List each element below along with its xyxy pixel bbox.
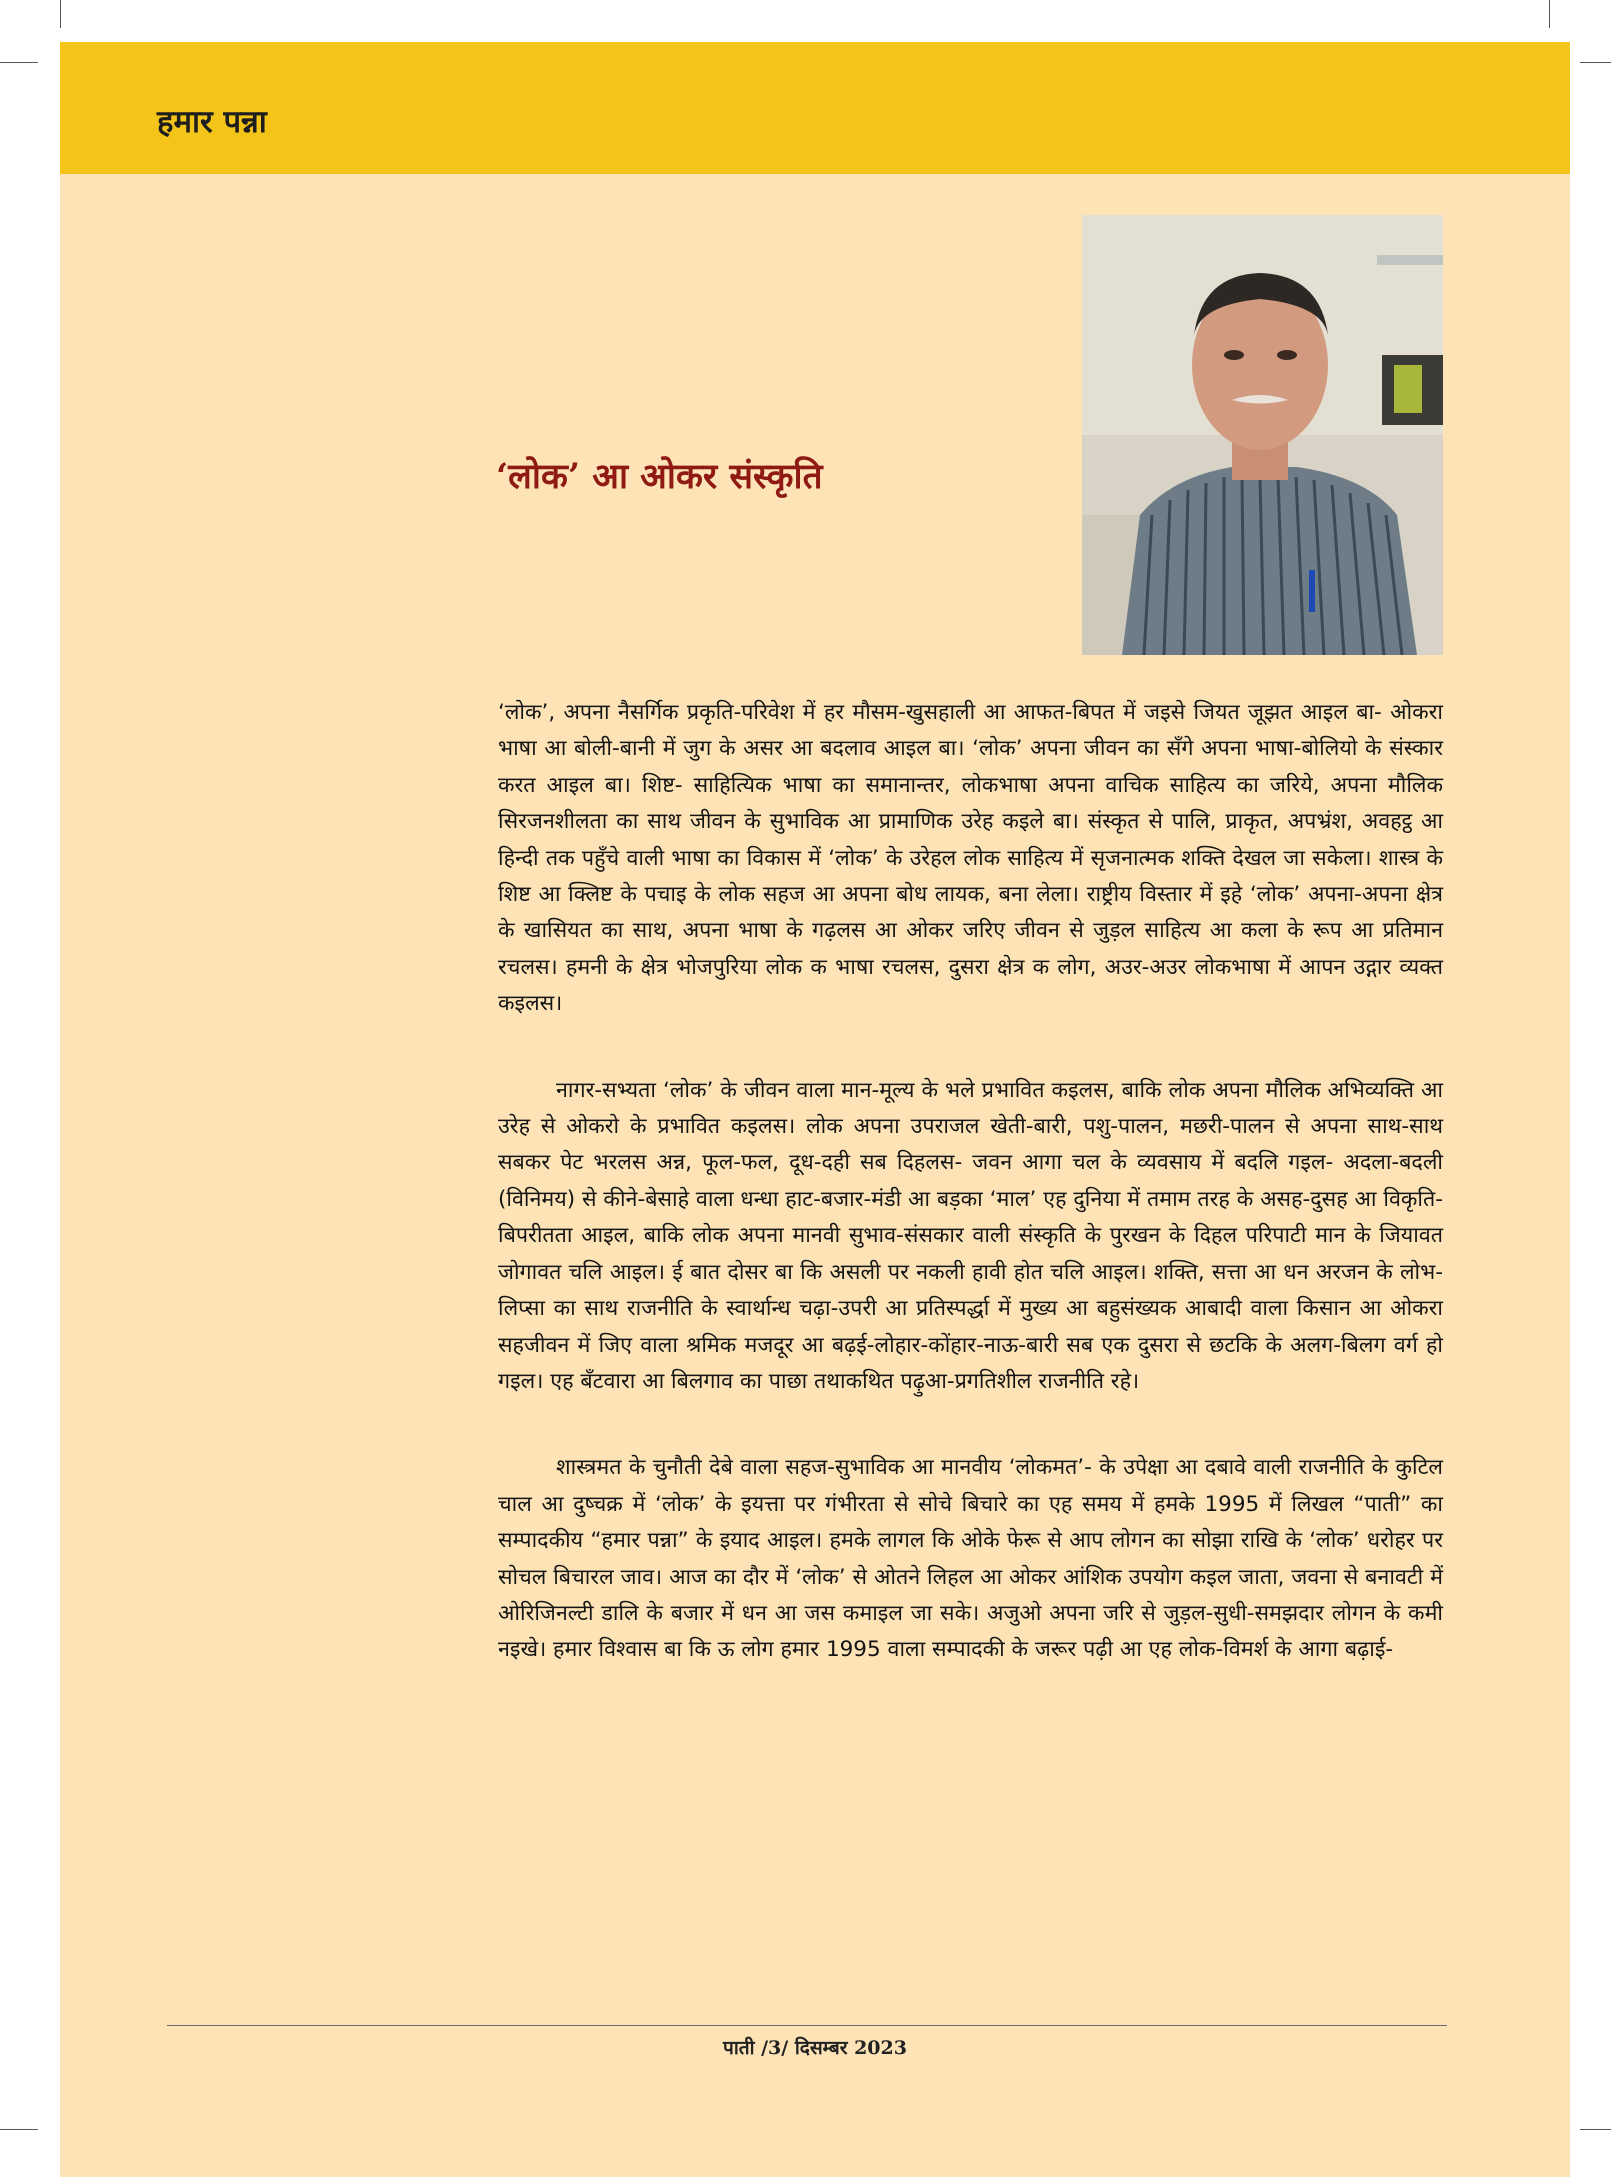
article-title: ‘लोक’ आ ओकर संस्कृति — [496, 456, 823, 497]
header-band — [60, 42, 1570, 174]
crop-mark — [1580, 2129, 1611, 2130]
crop-mark — [0, 2129, 38, 2130]
magazine-page — [60, 42, 1570, 2177]
crop-mark — [60, 0, 61, 28]
crop-mark — [1580, 62, 1611, 63]
footer-divider — [167, 2025, 1447, 2026]
article-body — [498, 695, 1443, 1719]
portrait-image — [1082, 215, 1443, 655]
paragraph: शास्त्रमत के चुनौती देबे वाला सहज-सुभाविक आ मानवीय ‘लोकमत’- के उपेक्षा आ दबावे वाली राजनीति के कुटिल चाल आ दुष्चक्र में ‘लोक’ के इयत्ता पर गंभीरता से सोचे बिचारे का एह समय में हमके 1995 में लिखल “पाती” का सम्पादकीय “हमार पन्ना” के इयाद आइल। हमके लागल कि ओके फेरू से आप लोगन का सोझा राखि के ‘लोक’ धरोहर पर सोचल बिचारल जाव। आज का दौर में ‘लोक’ से ओतने लिहल आ ओकर आंशिक उपयोग कइल जाता, जवना से बनावटी में ओरिजिनल्टी डालि के बजार में धन आ जस कमाइल जा सके। अजुओ अपना जरि से जुड़ल-सुधी-समझदार लोगन के कमी नइखे। हमार विश्वास बा कि ऊ लोग हमार 1995 वाला सम्पादकी के जरूर पढ़ी आ एह लोक-विमर्श के आगा बढ़ाई- — [498, 1455, 1443, 1663]
section-label: हमार पन्ना — [157, 104, 267, 140]
crop-mark — [1549, 0, 1550, 28]
crop-mark — [0, 62, 38, 63]
page-footer: पाती /3/ दिसम्बर 2023 — [723, 2037, 907, 2059]
author-photo — [1082, 215, 1443, 655]
paragraph: नागर-सभ्यता ‘लोक’ के जीवन वाला मान-मूल्य के भले प्रभावित कइलस, बाकि लोक अपना मौलिक अभिव्यक्ति आ उरेह से ओकरो के प्रभावित कइलस। लोक अपना उपराजल खेती-बारी, पशु-पालन, मछरी-पालन से अपना साथ-साथ सबकर पेट भरलस अन्न, फूल-फल, दूध-दही सब दिहलस- जवन आगा चल के व्यवसाय में बदलि गइल- अदला-बदली (विनिमय) से कीने-बेसाहे वाला धन्धा हाट-बजार-मंडी आ बड़का ‘माल’ एह दुनिया में तमाम तरह के असह-दुसह आ विकृति-बिपरीतता आइल, बाकि लोक अपना मानवी सुभाव-संसकार वाली संस्कृति के पुरखन के दिहल परिपाटी मान के जियावत जोगावत चलि आइल। ई बात दोसर बा कि असली पर नकली हावी होत चलि आइल। शक्ति, सत्ता आ धन अरजन के लोभ-लिप्सा का साथ राजनीति के स्वार्थान्ध चढ़ा-उपरी आ प्रतिस्पर्द्धा में मुख्य आ बहुसंख्यक आबादी वाला किसान आ ओकरा सहजीवन में जिए वाला श्रमिक मजदूर आ बढ़ई-लोहार-कोंहार-नाऊ-बारी सब एक दुसरा से छटकि के अलग-बिलग वर्ग हो गइल। एह बँटवारा आ बिलगाव का पाछा तथाकथित पढ़ुआ-प्रगतिशील राजनीति रहे। — [498, 1077, 1443, 1394]
paragraph: ‘लोक’, अपना नैसर्गिक प्रकृति-परिवेश में हर मौसम-खुसहाली आ आफत-बिपत में जइसे जियत जूझत आइल बा- ओकरा भाषा आ बोली-बानी में जुग के असर आ बदलाव आइल बा। ‘लोक’ अपना जीवन का सँगे अपना भाषा-बोलियो के संस्कार करत आइल बा। शिष्ट- साहित्यिक भाषा का समानान्तर, लोकभाषा अपना वाचिक साहित्य का जरिये, अपना मौलिक सिरजनशीलता का साथ जीवन के सुभाविक आ प्रामाणिक उरेह कइले बा। संस्कृत से पालि, प्राकृत, अपभ्रंश, अवहट्ठ आ हिन्दी तक पहुँचे वाली भाषा का विकास में ‘लोक’ के उरेहल लोक साहित्य में सृजनात्मक शक्ति देखल जा सकेला। शास्त्र के शिष्ट आ क्लिष्ट के पचाइ के लोक सहज आ अपना बोध लायक, बना लेला। राष्ट्रीय विस्तार में इहे ‘लोक’ अपना-अपना क्षेत्र के खासियत का साथ, अपना भाषा के गढ़लस आ ओकर जरिए जीवन से जुड़ल साहित्य आ कला के रूप आ प्रतिमान रचलस। हमनी के क्षेत्र भोजपुरिया लोक क भाषा रचलस, दुसरा क्षेत्र क लोग, अउर-अउर लोकभाषा में आपन उद्गार व्यक्त कइलस। — [498, 700, 1443, 1017]
